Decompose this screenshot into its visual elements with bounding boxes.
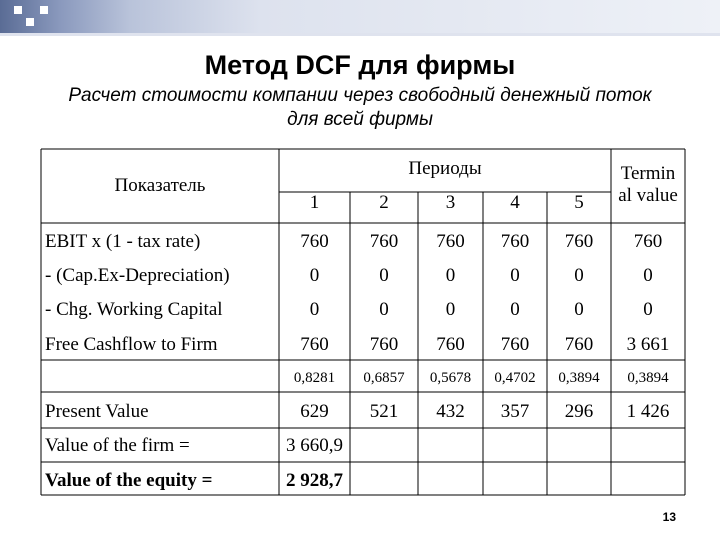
table-cell: 0 <box>574 265 584 286</box>
table-cell: 760 <box>500 231 530 252</box>
table-cell: 3 661 <box>626 334 670 355</box>
table-cell: 0 <box>643 299 653 320</box>
row-label-ebit: EBIT x (1 - tax rate) <box>45 231 201 252</box>
table-cell: 760 <box>564 231 594 252</box>
table-cell: 357 <box>500 401 530 422</box>
header-period-5: 5 <box>574 192 584 213</box>
slide-title: Метод DCF для фирмы <box>204 50 516 80</box>
subtitle-line: для всей фирмы <box>287 109 433 130</box>
discount-factor: 0,6857 <box>363 370 405 386</box>
terminal-line: Termin <box>620 163 676 184</box>
row-label-fcff: Free Cashflow to Firm <box>45 334 218 355</box>
table-cell: 760 <box>300 231 329 252</box>
table-cell: 629 <box>300 401 329 422</box>
header-periods: Периоды <box>408 158 482 179</box>
discount-factor: 0,5678 <box>429 370 472 386</box>
table-cell: 521 <box>369 401 399 422</box>
header-terminal-value <box>611 163 685 207</box>
table-cell: 0 <box>574 299 584 320</box>
subtitle-line: Расчет стоимости компании через свободный денежный поток <box>68 85 652 106</box>
page-number: 13 <box>662 510 676 524</box>
table-cell: 0 <box>309 265 320 286</box>
header-period-4: 4 <box>510 192 520 213</box>
table-cell: 0 <box>510 265 520 286</box>
table-cell: 760 <box>564 334 594 355</box>
row-label-equity-value: Value of the equity = <box>45 470 213 491</box>
table-cell: 760 <box>436 231 465 252</box>
discount-factor: 0,8281 <box>293 370 336 386</box>
discount-factor: 0,4702 <box>494 370 536 386</box>
header-period-3: 3 <box>445 192 456 213</box>
table-cell: 296 <box>564 401 594 422</box>
table-cell: 760 <box>300 334 329 355</box>
table-cell: 760 <box>436 334 465 355</box>
table-cell: 0 <box>379 265 389 286</box>
table-cell: 0 <box>379 299 389 320</box>
firm-value: 3 660,9 <box>286 435 343 456</box>
row-label-firm-value: Value of the firm = <box>45 435 190 456</box>
row-label-capex: - (Cap.Ex-Depreciation) <box>45 265 230 286</box>
table-cell: 0 <box>445 265 456 286</box>
terminal-line: al value <box>618 185 678 206</box>
table-cell: 432 <box>436 401 465 422</box>
table-cell: 760 <box>369 334 399 355</box>
table-cell: 1 426 <box>626 401 670 422</box>
discount-factor: 0,3894 <box>558 370 600 386</box>
table-cell: 0 <box>643 265 653 286</box>
header-period-1: 1 <box>309 192 320 213</box>
table-cell: 760 <box>500 334 530 355</box>
row-label-working-capital: - Chg. Working Capital <box>45 299 223 320</box>
table-cell: 760 <box>369 231 399 252</box>
header-period-2: 2 <box>379 192 389 213</box>
discount-factor: 0,3894 <box>627 370 669 386</box>
table-cell: 760 <box>633 231 663 252</box>
header-indicator: Показатель <box>114 175 206 196</box>
table-cell: 0 <box>445 299 456 320</box>
equity-value: 2 928,7 <box>286 470 343 491</box>
table-cell: 0 <box>510 299 520 320</box>
row-label-present-value: Present Value <box>45 401 149 422</box>
table-cell: 0 <box>309 299 320 320</box>
